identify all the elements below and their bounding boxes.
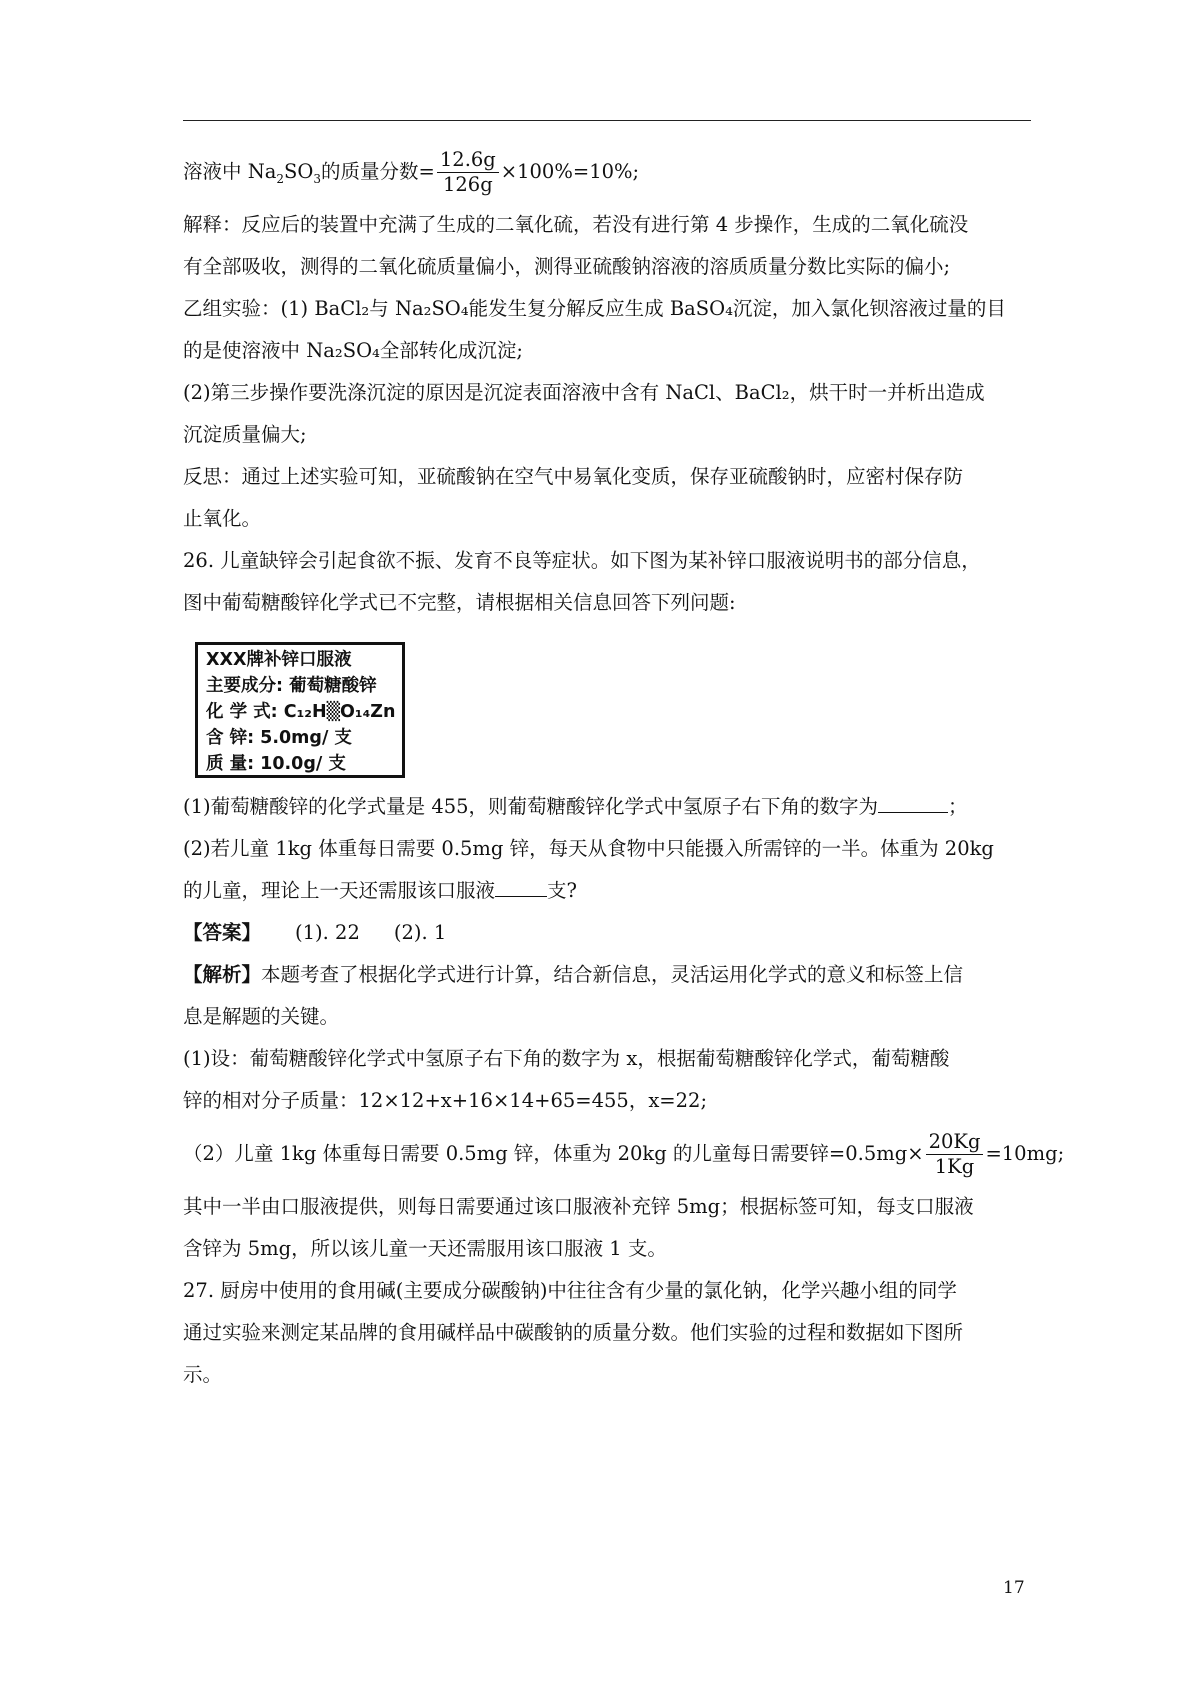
text-line [183, 140, 1033, 204]
page-number: 17 [1003, 1578, 1025, 1598]
label-row: 主要成分: 葡萄糖酸锌 [206, 676, 377, 696]
text-line: 通过实验来测定某品牌的食用碱样品中碳酸钠的质量分数。他们实验的过程和数据如下图所 [183, 1321, 964, 1344]
fraction-denominator: 126g [442, 173, 493, 196]
text-line: 解释：反应后的装置中充满了生成的二氧化硫，若没有进行第 4 步操作，生成的二氧化硫没 [183, 213, 969, 236]
text-span: 本题考查了根据化学式进行计算，结合新信息，灵活运用化学式的意义和标签上信 [261, 963, 964, 986]
fraction-numerator: 12.6g [437, 148, 499, 173]
text-line [183, 1122, 1065, 1186]
document-body [183, 140, 1065, 1396]
text-line: 其中一半由口服液提供，则每日需要通过该口服液补充锌 5mg；根据标签可知，每支口服液 [183, 1195, 974, 1218]
text-span: ×100%=10%; [500, 160, 640, 183]
analysis-line [183, 954, 1033, 996]
text-line: 息是解题的关键。 [183, 1005, 340, 1028]
answer-blank [495, 874, 547, 897]
text-span: SO [284, 160, 314, 183]
text-span: （2）儿童 1kg 体重每日需要 0.5mg 锌，体重为 20kg 的儿童每日需要锌=0.5mg× [183, 1142, 924, 1165]
text-line: 止氧化。 [183, 507, 262, 530]
text-span: 溶液中 Na [183, 160, 277, 183]
subscript: 2 [276, 171, 285, 186]
text-line: 反思：通过上述实验可知，亚硫酸钠在空气中易氧化变质，保存亚硫酸钠时，应密村保存防 [183, 465, 964, 488]
fraction-denominator: 1Kg [934, 1155, 975, 1178]
text-span: 支? [547, 879, 577, 902]
text-line: 锌的相对分子质量：12×12+x+16×14+65=455，x=22; [183, 1089, 708, 1112]
sub-question-2: (2)若儿童 1kg 体重每日需要 0.5mg 锌，每天从食物中只能摄入所需锌的一半。体重为 20kg [183, 837, 994, 860]
answer-blank [878, 790, 948, 813]
text-line: (2)第三步操作要洗涤沉淀的原因是沉淀表面溶液中含有 NaCl、BaCl₂，烘干时一并析出造成 [183, 381, 985, 404]
text-line: 乙组实验：(1) BaCl₂与 Na₂SO₄能发生复分解反应生成 BaSO₄沉淀，加入氯化钡溶液过量的目 [183, 297, 1006, 320]
sub-question-1 [183, 786, 1033, 828]
label-title: XXX牌补锌口服液 [206, 650, 352, 670]
fraction-numerator: 20Kg [926, 1130, 984, 1155]
answer-value: (2). 1 [393, 921, 447, 944]
answer-label: 【答案】 [183, 921, 262, 944]
label-row: 化 学 式: C₁₂H▒O₁₄Zn [206, 702, 396, 722]
answer-line [183, 912, 1033, 954]
text-line: 的是使溶液中 Na₂SO₄全部转化成沉淀; [183, 339, 523, 362]
text-line: 沉淀质量偏大; [183, 423, 307, 446]
text-line: (1)设：葡萄糖酸锌化学式中氢原子右下角的数字为 x，根据葡萄糖酸锌化学式，葡萄糖酸 [183, 1047, 950, 1070]
analysis-label: 【解析】 [183, 963, 262, 986]
text-span: 的质量分数= [321, 160, 435, 183]
text-line: 图中葡萄糖酸锌化学式已不完整，请根据相关信息回答下列问题: [183, 591, 736, 614]
text-line: 示。 [183, 1363, 223, 1386]
question-27: 27. 厨房中使用的食用碱(主要成分碳酸钠)中往往含有少量的氯化钠，化学兴趣小组的同学 [183, 1279, 957, 1302]
text-span: 的儿童，理论上一天还需服该口服液 [183, 879, 496, 902]
header-rule [183, 120, 1031, 121]
text-span: =10mg; [985, 1142, 1065, 1165]
fraction [926, 1130, 984, 1179]
answer-value: (1). 22 [295, 921, 360, 944]
text-line [183, 870, 1033, 912]
label-row: 质 量: 10.0g/ 支 [206, 754, 346, 774]
product-label-image [195, 642, 405, 778]
text-span: ； [948, 795, 968, 818]
subscript: 3 [313, 171, 322, 186]
label-row: 含 锌: 5.0mg/ 支 [206, 728, 352, 748]
fraction [437, 148, 499, 197]
text-line: 含锌为 5mg，所以该儿童一天还需服用该口服液 1 支。 [183, 1237, 667, 1260]
question-26: 26. 儿童缺锌会引起食欲不振、发育不良等症状。如下图为某补锌口服液说明书的部分信息， [183, 549, 981, 572]
text-span: (1)葡萄糖酸锌的化学式量是 455，则葡萄糖酸锌化学式中氢原子右下角的数字为 [183, 795, 879, 818]
text-line: 有全部吸收，测得的二氧化硫质量偏小，测得亚硫酸钠溶液的溶质质量分数比实际的偏小; [183, 255, 951, 278]
